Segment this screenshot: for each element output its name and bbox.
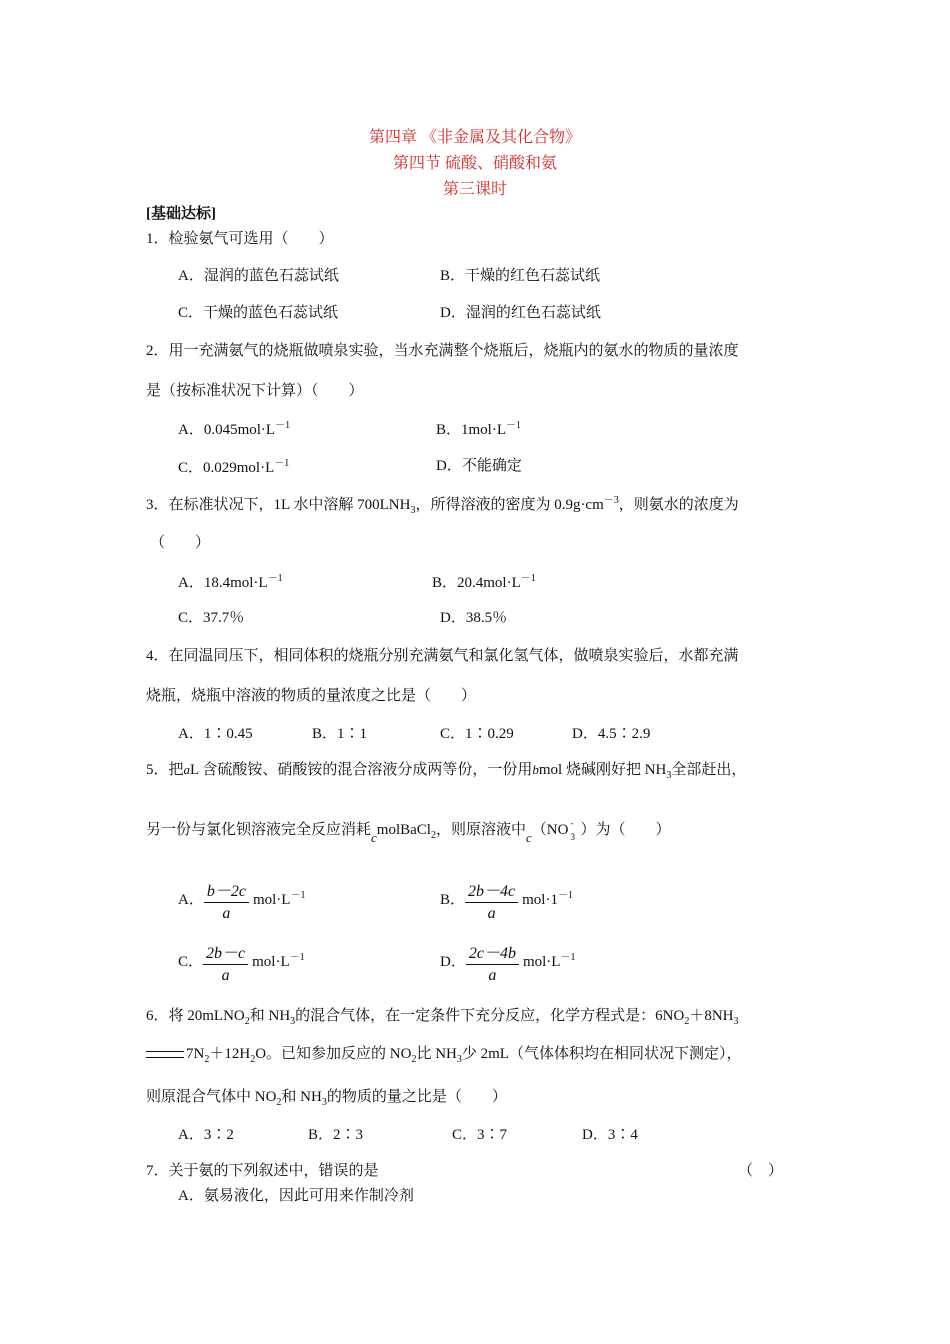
- q5-stem-line2: 另一份与氯化钡溶液完全反应消耗cmolBaCl$_2$，则原溶液中c（NO - 3 ）为（ ）: [146, 818, 671, 845]
- q6-option-c: C．3∶7: [452, 1127, 508, 1143]
- q4-option-d: D．4.5∶2.9: [572, 726, 651, 742]
- q2-option-c: C．$0.029mol\cdot L^{-1}$: [178, 458, 290, 476]
- chapter-title: 第四章 《非金属及其化合物》: [368, 129, 581, 146]
- q3-option-a: A．$18.4mol\cdot L^{-1}$: [178, 573, 283, 591]
- q1-option-c: C．干燥的蓝色石蕊试纸: [178, 305, 339, 321]
- q2-stem-line1: 2．用一充满氨气的烧瓶做喷泉实验，当水充满整个烧瓶后，烧瓶内的氨水的物质的量浓度: [146, 343, 739, 359]
- fraction: $\frac{b-2c}{a}$: [204, 878, 249, 923]
- q5-option-c: C． $\frac{2b-c}{a}$ $mol\cdot L^{-1}$: [178, 940, 305, 985]
- q2-option-a: A．$0.045mol\cdot L^{-1}$: [178, 420, 291, 438]
- fraction: $\frac{2b-4c}{a}$: [465, 878, 518, 923]
- q5-option-a: A． $\frac{b-2c}{a}$ $mol\cdot L^{-1}$: [178, 878, 305, 923]
- q3-option-c: C．37.7％: [178, 610, 245, 626]
- fraction: $\frac{2c-4b}{a}$: [466, 940, 519, 985]
- q1-option-d: D．湿润的红色石蕊试纸: [440, 305, 601, 321]
- q7-option-a: A．氨易液化，因此可用来作制冷剂: [178, 1188, 414, 1204]
- q6-stem-line2: $7N_2+12H_2O$。已知参加反应的 $NO_2$比 $NH_3$少 2mL（气体体积均在相同状况下测定），: [146, 1042, 741, 1065]
- q1-option-a: A．湿润的蓝色石蕊试纸: [178, 268, 339, 284]
- q5-option-d: D． $\frac{2c-4b}{a}$ $mol\cdot L^{-1}$: [440, 940, 575, 985]
- q6-stem-line1: 6．将 20mLNO$_2$和 $NH_3$的混合气体，在一定条件下充分反应，化学方程式是：$6NO_2+8NH_3$: [146, 1008, 739, 1027]
- q1-option-b: B．干燥的红色石蕊试纸: [440, 268, 601, 284]
- q6-stem-line3: 则原混合气体中 $NO_2$和 $NH_3$的物质的量之比是（ ）: [146, 1089, 507, 1108]
- q6-option-d: D．3∶4: [582, 1127, 638, 1143]
- q6-option-a: A．3∶2: [178, 1127, 234, 1143]
- reaction-equals-sign: [146, 1051, 184, 1058]
- q3-stem-line1: 3．在标准状况下，1L 水中溶解 $700LNH_3$，所得溶液的密度为 $0.9g\cdot cm^{-3}$，则氨水的浓度为: [146, 495, 739, 516]
- q2-option-d: D．不能确定: [436, 458, 522, 474]
- q6-option-b: B．2∶3: [308, 1127, 364, 1143]
- q2-option-b: B．$1mol\cdot L^{-1}$: [436, 420, 521, 438]
- q3-stem-line2: （ ）: [150, 535, 211, 551]
- section-label: [基础达标]: [146, 206, 216, 222]
- section-title: 第四节 硫酸、硝酸和氨: [392, 155, 557, 172]
- fraction: $\frac{2b-c}{a}$: [203, 940, 248, 985]
- lesson-title: 第三课时: [442, 181, 507, 198]
- q4-stem-line2: 烧瓶，烧瓶中溶液的物质的量浓度之比是（ ）: [146, 688, 477, 704]
- q3-option-b: B．$20.4mol\cdot L^{-1}$: [432, 573, 536, 591]
- q1-stem: 1．检验氨气可选用（ ）: [146, 231, 334, 247]
- q7-stem: 7．关于氨的下列叙述中，错误的是: [146, 1163, 379, 1179]
- q4-stem-line1: 4．在同温同压下，相同体积的烧瓶分别充满氨气和氯化氢气体，做喷泉实验后，水都充满: [146, 648, 739, 664]
- q3-option-d: D．38.5％: [440, 610, 508, 626]
- q4-option-c: C．1∶0.29: [440, 726, 514, 742]
- q7-answer-paren: （ ）: [738, 1163, 784, 1179]
- q2-stem-line2: 是（按标准状况下计算）（ ）: [146, 383, 364, 399]
- q4-option-b: B．1∶1: [312, 726, 368, 742]
- q5-stem-line1: 5．把aL 含硫酸铵、硝酸铵的混合溶液分成两等份，一份用bmol 烧碱刚好把 $NH_3$全部赶出，: [146, 762, 747, 781]
- q5-option-b: B． $\frac{2b-4c}{a}$ $mol\cdot 1^{-1}$: [440, 878, 573, 923]
- q4-option-a: A．1∶0.45: [178, 726, 253, 742]
